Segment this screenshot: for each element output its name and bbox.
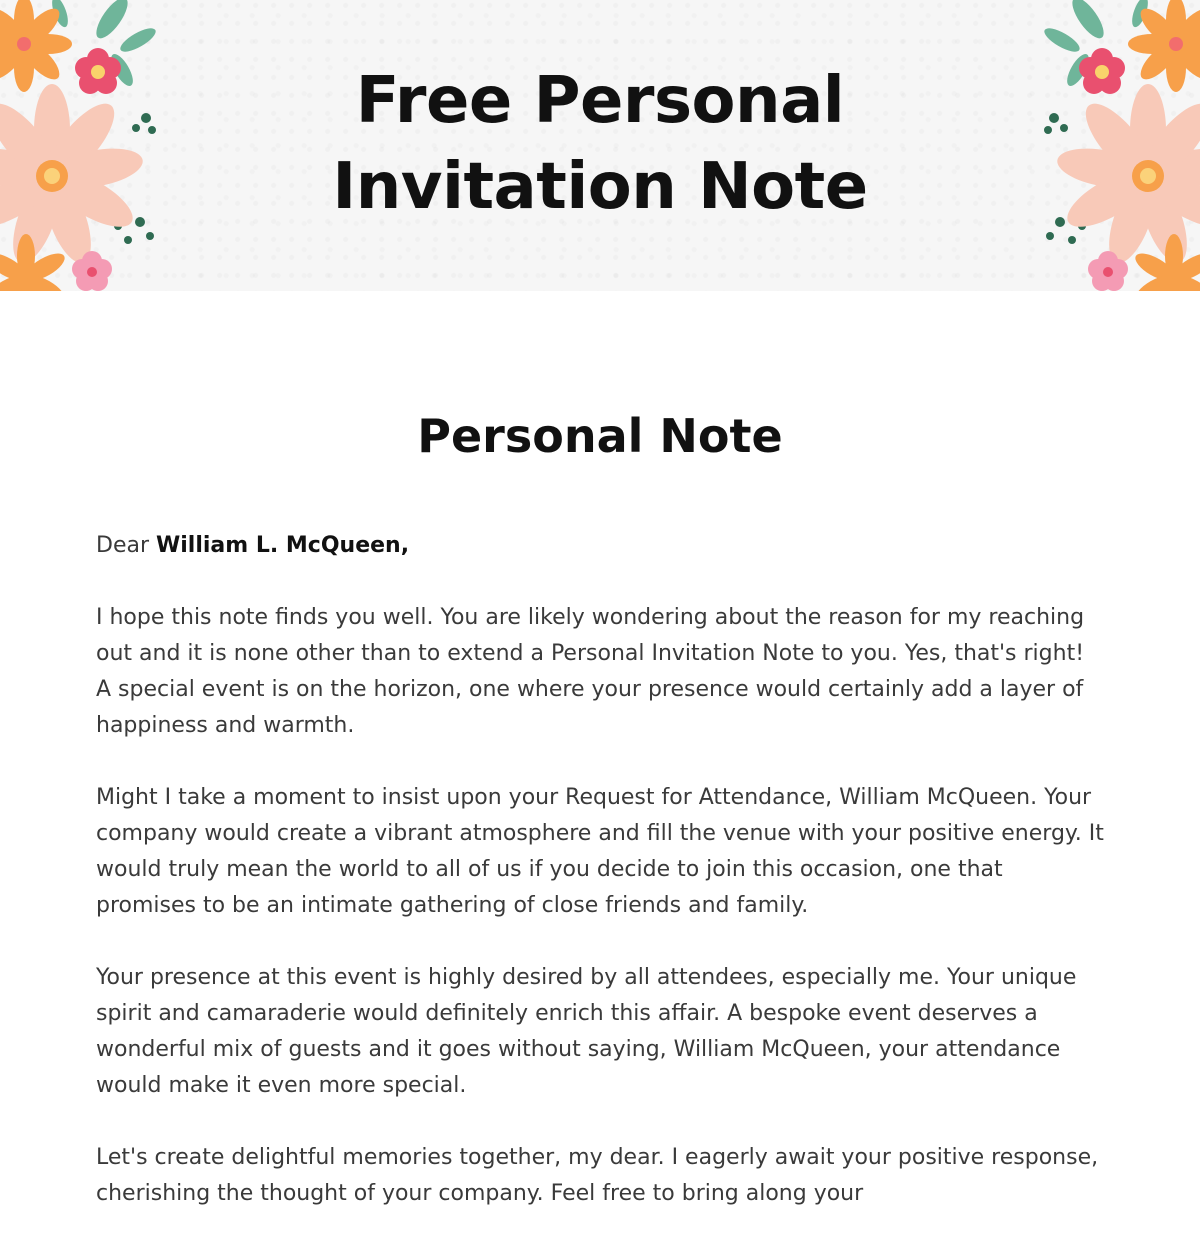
page-title-line-1: Free Personal	[356, 64, 844, 138]
recipient-name: William L. McQueen,	[156, 533, 409, 558]
paragraph-2: Might I take a moment to insist upon your Request for Attendance, William McQueen. Your company would create a vibrant atmosphere and fill the venue with your positive energy. It would truly mean the world to all of us if you decide to join this occasion, one that promises to be an intimate gathering of close friends and family.	[96, 780, 1106, 924]
salutation-prefix: Dear	[96, 533, 156, 558]
paragraph-1: I hope this note finds you well. You are likely wondering about the reason for my reaching out and it is none other than to extend a Personal Invitation Note to you. Yes, that's right! A special event is on the horizon, one where your presence would certainly add a layer of happiness and warmth.	[96, 600, 1106, 744]
floral-decoration-right	[1030, 0, 1200, 291]
page-title-line-2: Invitation Note	[332, 150, 867, 224]
salutation	[96, 528, 1106, 564]
letter-body	[96, 528, 1106, 1248]
page-title	[200, 58, 1000, 230]
paragraph-3: Your presence at this event is highly desired by all attendees, especially me. Your unique spirit and camaraderie would definitely enrich this affair. A bespoke event deserves a wonderful mix of guests and it goes without saying, William McQueen, your attendance would make it even more special.	[96, 960, 1106, 1104]
floral-decoration-left	[0, 0, 170, 291]
paragraph-4: Let's create delightful memories together, my dear. I eagerly await your positive response, cherishing the thought of your company. Feel free to bring along your	[96, 1140, 1106, 1212]
header-banner	[0, 0, 1200, 291]
note-title: Personal Note	[0, 404, 1200, 468]
